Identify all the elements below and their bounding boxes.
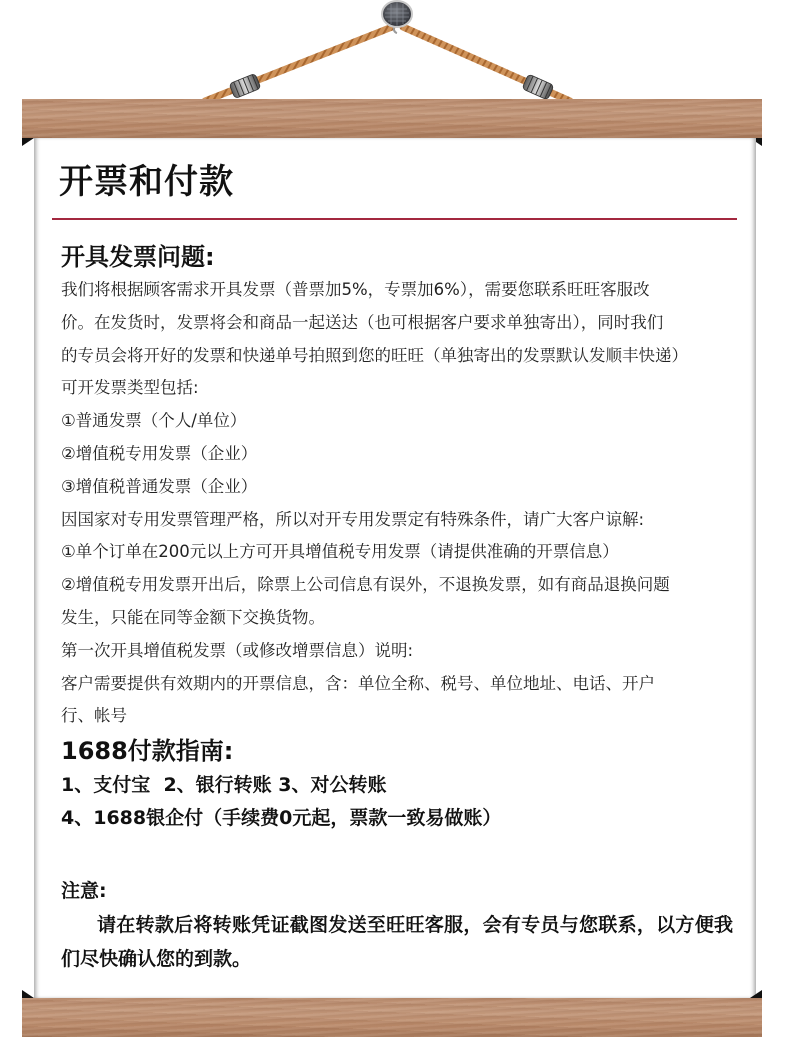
payment-method-line: 1、支付宝 2、银行转账 3、对公转账 [61, 774, 387, 797]
payment-method-line: 4、1688银企付（手续费0元起，票款一致易做账） [61, 807, 502, 830]
invoice-type-item: ②增值税专用发票（企业） [61, 443, 258, 463]
payment-section [61, 733, 733, 835]
special-conditions-intro: 因国家对专用发票管理严格，所以对开专用发票定有特殊条件，请广大客户谅解: [61, 509, 645, 529]
paper-fold-corner [22, 138, 34, 146]
first-invoice-requirements: 客户需要提供有效期内的开票信息，含：单位全称、税号、单位地址、电话、开户 [61, 673, 655, 693]
hanger [0, 0, 790, 105]
spring-clip-icon [522, 74, 554, 100]
first-invoice-note: 第一次开具增值税发票（或修改增票信息）说明: [61, 640, 414, 660]
invoice-line: 的专员会将开好的发票和快递单号拍照到您的旺旺（单独寄出的发票默认发顺丰快递） [61, 345, 688, 365]
payment-heading: 1688付款指南: [61, 737, 234, 766]
invoice-line: 价。在发货时，发票将会和商品一起送达（也可根据客户要求单独寄出），同时我们 [61, 312, 664, 332]
invoice-section [61, 240, 733, 733]
special-condition-item: ②增值税专用发票开出后，除票上公司信息有误外，不退换发票，如有商品退换问题 [61, 575, 670, 595]
poster-content [61, 240, 733, 976]
note-label: 注意: [61, 880, 107, 903]
invoice-type-item: ③增值税普通发票（企业） [61, 476, 258, 496]
note-section [61, 875, 733, 976]
invoice-line: 我们将根据顾客需求开具发票（普票加5%，专票加6%），需要您联系旺旺客服改 [61, 280, 650, 299]
special-condition-item: 发生，只能在同等金额下交换货物。 [61, 607, 325, 627]
invoice-heading: 开具发票问题: [61, 243, 215, 271]
top-wooden-rod [22, 99, 762, 138]
invoice-types-label: 可开发票类型包括: [61, 378, 199, 398]
title-divider [52, 218, 737, 220]
rope-icon [205, 27, 570, 101]
note-text: 请在转款后将转账凭证截图发送至旺旺客服，会有专员与您联系，以方便我们尽快确认您的到款。 [61, 914, 733, 971]
paper-fold-corner [750, 990, 762, 998]
invoice-type-item: ①普通发票（个人/单位） [61, 411, 247, 431]
special-condition-item: ①单个订单在200元以上方可开具增值税专用发票（请提供准确的开票信息） [61, 542, 619, 562]
first-invoice-requirements: 行、帐号 [61, 706, 127, 726]
paper-fold-corner [22, 990, 34, 998]
spring-clip-icon [229, 73, 261, 98]
bottom-wooden-rod [22, 998, 762, 1037]
poster-title: 开票和付款 [59, 162, 234, 202]
